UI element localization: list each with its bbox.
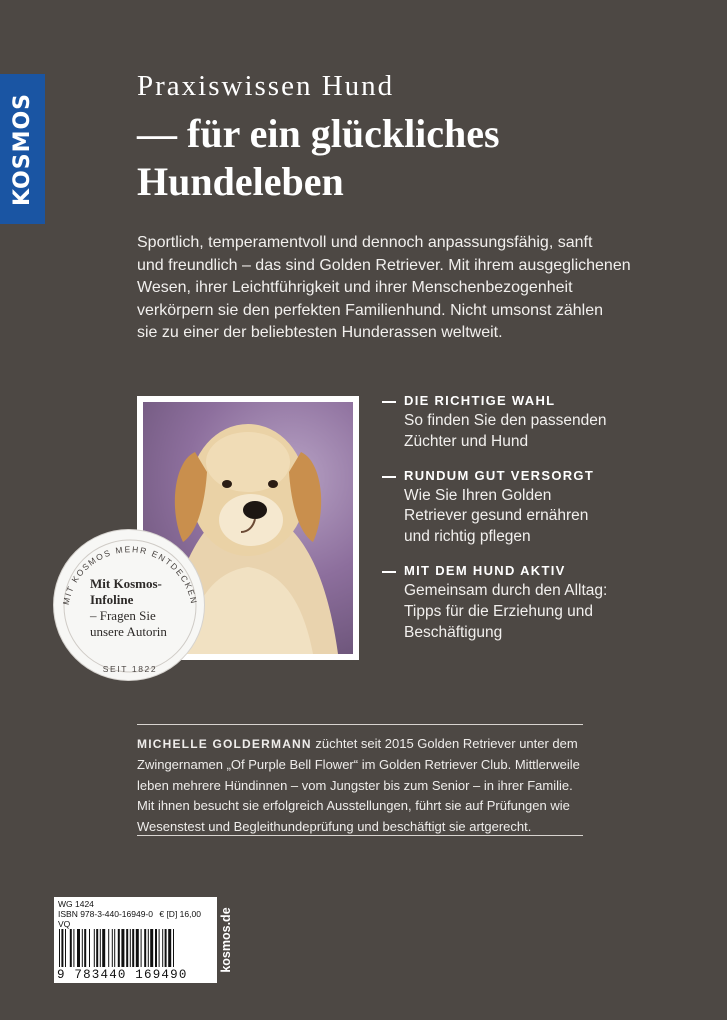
dash-icon xyxy=(382,571,396,573)
badge-bottom-text: SEIT 1822 xyxy=(102,664,158,674)
barcode xyxy=(57,929,213,967)
author-bio xyxy=(137,734,583,838)
isbn-barcode-box xyxy=(54,897,217,983)
barcode-bar xyxy=(96,929,98,967)
feature-line: Wie Sie Ihren Golden xyxy=(404,486,552,504)
intro-line: und freundlich – das sind Golden Retriever. Mit ihrem ausgeglichenen xyxy=(137,256,631,274)
feature-list xyxy=(383,391,643,656)
website-label-wrap xyxy=(216,897,236,983)
intro-line: Wesen, ihrer Leichtführigkeit und ihrer Menschenbezogenheit xyxy=(137,279,573,297)
headline-line-1: — für ein glückliches xyxy=(137,111,500,156)
barcode-bar xyxy=(108,929,109,967)
feature-line: Beschäftigung xyxy=(404,623,503,641)
intro-line: verkörpern sie den perfekten Familienhund. Nicht umsonst zählen xyxy=(137,301,604,319)
feature-item xyxy=(383,466,643,548)
feature-line: Tipps für die Erziehung und xyxy=(404,602,593,620)
barcode-bar xyxy=(144,929,146,967)
kosmos-infoline-badge xyxy=(53,529,205,681)
feature-item xyxy=(383,391,643,453)
barcode-bar xyxy=(102,929,105,967)
headline-line-2: Hundeleben xyxy=(137,159,344,204)
headline xyxy=(137,110,500,206)
intro-line: Sportlich, temperamentvoll und dennoch anpassungsfähig, sanft xyxy=(137,234,593,251)
barcode-bar xyxy=(100,929,101,967)
barcode-bar xyxy=(130,929,131,967)
author-line: züchtet seit 2015 Golden Retriever unter dem xyxy=(311,736,578,751)
ean-digits: 9 783440 169490 xyxy=(57,968,188,982)
dash-icon xyxy=(382,401,396,403)
barcode-bar xyxy=(173,929,174,967)
intro-text xyxy=(137,232,637,345)
barcode-bar xyxy=(61,929,63,967)
barcode-bar xyxy=(65,929,66,967)
kosmos-logo-tab xyxy=(0,74,45,224)
kosmos-logo: KOSMOS xyxy=(10,92,36,206)
barcode-bar xyxy=(73,929,74,967)
barcode-bar xyxy=(132,929,134,967)
barcode-bar xyxy=(141,929,142,967)
author-name: MICHELLE GOLDERMANN xyxy=(137,737,312,751)
barcode-bar xyxy=(112,929,113,967)
intro-line: sie zu einer der beliebtesten Hunderassen weltweit. xyxy=(137,324,503,342)
barcode-bar xyxy=(59,929,60,967)
feature-line: Züchter und Hund xyxy=(404,432,529,450)
dash-icon xyxy=(382,476,396,478)
barcode-bar xyxy=(70,929,72,967)
feature-title: RUNDUM GUT VERSORGT xyxy=(404,467,595,483)
isbn-number: ISBN 978-3-440-16949-0 xyxy=(58,909,153,919)
barcode-bar xyxy=(126,929,128,967)
website-label: kosmos.de xyxy=(219,907,233,973)
barcode-bar xyxy=(121,929,124,967)
barcode-bar xyxy=(84,929,86,967)
barcode-bar xyxy=(118,929,120,967)
series-title: Praxiswissen Hund xyxy=(137,70,395,102)
feature-item xyxy=(383,561,643,643)
badge-line: Mit Kosmos- xyxy=(90,576,162,591)
price: € [D] 16,00 xyxy=(159,909,201,919)
barcode-bar xyxy=(168,929,171,967)
badge-line: – Fragen Sie xyxy=(90,608,156,623)
barcode-bar xyxy=(159,929,160,967)
feature-line: So finden Sie den passenden xyxy=(404,412,607,429)
author-line: Zwingernamen „Of Purple Bell Flower“ im Golden Retriever Club. Mittlerweile xyxy=(137,756,580,772)
barcode-bar xyxy=(136,929,139,967)
badge-text xyxy=(90,576,180,640)
barcode-bar xyxy=(114,929,115,967)
barcode-bar xyxy=(82,929,83,967)
barcode-bar xyxy=(77,929,80,967)
wg-code: WG 1424 xyxy=(58,899,94,909)
author-line: Mit ihnen besucht sie erfolgreich Ausstellungen, führt sie auf Prüfungen wie xyxy=(137,798,570,814)
feature-line: Gemeinsam durch den Alltag: xyxy=(404,581,608,599)
vq-code: VQ xyxy=(58,919,71,929)
barcode-bar xyxy=(155,929,157,967)
feature-line: Retriever gesund ernähren xyxy=(404,507,589,525)
barcode-bar xyxy=(148,929,149,967)
divider xyxy=(137,835,583,836)
author-line: Wesenstest und Begleithundeprüfung und beschäftigt sie artgerecht. xyxy=(137,819,532,835)
barcode-bar xyxy=(94,929,95,967)
divider xyxy=(137,724,583,725)
barcode-bar xyxy=(150,929,153,967)
barcode-bar xyxy=(162,929,163,967)
author-line: leben mehrere Hündinnen – vom Jungster bis zum Senior – in ihrer Familie. xyxy=(137,777,573,793)
badge-line: unsere Autorin xyxy=(90,624,167,639)
feature-title: DIE RICHTIGE WAHL xyxy=(404,393,556,408)
barcode-bar xyxy=(165,929,167,967)
badge-arc-text: MIT KOSMOS MEHR ENTDECKEN xyxy=(60,544,200,606)
badge-line: Infoline xyxy=(90,592,134,607)
barcode-bar xyxy=(89,929,90,967)
feature-line: und richtig pflegen xyxy=(404,528,531,546)
feature-title: MIT DEM HUND AKTIV xyxy=(404,562,566,578)
